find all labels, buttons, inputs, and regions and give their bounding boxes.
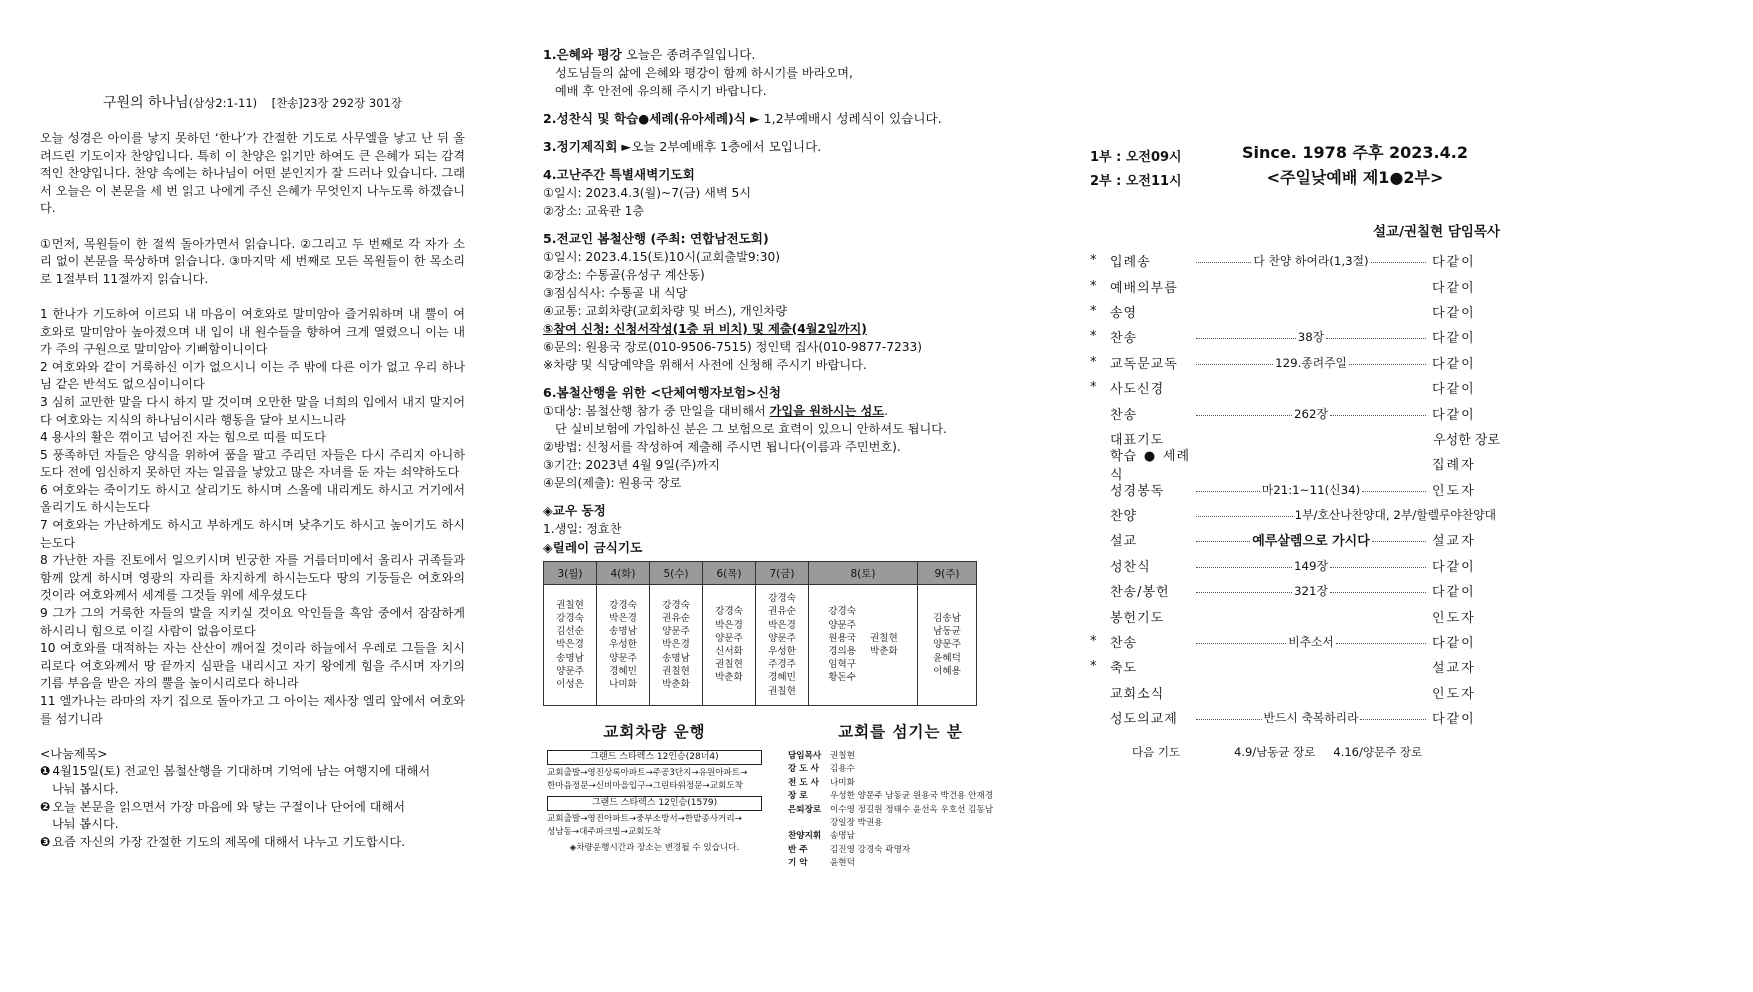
order-leader: 인도자 (1432, 483, 1476, 499)
order-item: 봉헌기도 (1110, 610, 1165, 626)
news-s5-apply: ⑤참여 신청: 신청서작성(1층 뒤 비치) 및 제출(4월2일까지) (543, 322, 867, 336)
bus-label: 그랜드 스타렉스 12인승(1579) (547, 796, 762, 811)
sharing-text-cont: 나눠 봅시다. (52, 817, 119, 832)
news-s5-contact: ⑥문의: 원용국 장로(010-9506-7515) 정인택 집사(010-9877-7233) (543, 340, 923, 354)
sermon-hymns: [찬송]23장 292장 301장 (271, 96, 402, 110)
order-detail (1194, 692, 1428, 693)
order-row (1090, 578, 1500, 603)
sharing-number: ❷ (40, 799, 51, 814)
relay-header-row (544, 562, 977, 585)
verse-line: 1 한나가 기도하여 이르되 내 마음이 여호와로 말미암아 즐거워하며 내 뿔이 여호와로 말미암아 높아졌으며 내 입이 내 원수들을 향하여 크게 열렸으니 이는 내가 주의 구원으로 말미암아 기뻐함이니이다 (40, 306, 465, 357)
sharing-title: <나눔제목> (40, 746, 108, 761)
order-item: 사도신경 (1110, 382, 1165, 398)
news-s5-note: ※차량 및 식당예약을 위해서 사전에 신청해 주시기 바랍니다. (543, 358, 867, 372)
order-detail (1194, 666, 1428, 667)
dot-leader (1196, 364, 1273, 365)
order-detail-text: 149장 (1294, 558, 1328, 573)
order-row (1090, 705, 1500, 730)
order-detail (1194, 530, 1428, 549)
order-leader: 집례자 (1432, 458, 1476, 474)
dot-leader (1330, 592, 1426, 593)
relay-names: 권칠현 강경숙 김선순 박은경 송명남 양문주 이성은 (556, 599, 584, 690)
server-row (788, 857, 1013, 870)
relay-day-header: 7(금) (756, 562, 809, 585)
news-s5-line: ②장소: 수통골(유성구 계산동) (543, 268, 705, 282)
dot-leader (1336, 643, 1426, 644)
order-leader: 우성한 장로 (1433, 432, 1500, 448)
order-detail (1194, 557, 1428, 574)
dot-leader (1196, 491, 1260, 492)
relay-names: 강경숙 권유순 박은경 양문주 우성한 주경주 경혜민 권칠현 (768, 593, 796, 697)
order-row (1090, 502, 1500, 527)
order-detail (1194, 616, 1428, 617)
bus-route: 교회출발→영진아파트→중부소방서→한밭종사거리→ (547, 814, 742, 824)
news-s6-line: ④문의(제출): 원용국 장로 (543, 476, 682, 490)
server-row (788, 777, 1013, 790)
order-star: * (1090, 354, 1097, 370)
order-detail (1194, 311, 1428, 312)
server-row (788, 830, 1013, 843)
news-section-1 (543, 45, 1013, 100)
order-detail (1194, 328, 1428, 345)
relay-day-header: 3(월) (544, 562, 597, 585)
order-detail-text: 비추소서 (1288, 635, 1334, 650)
order-leader: 다같이 (1432, 712, 1476, 728)
order-item: 대표기도 (1110, 432, 1165, 448)
order-detail-text: 262장 (1294, 406, 1328, 421)
order-detail-text: 129.종려주일 (1275, 355, 1347, 370)
service-date: Since. 1978 주후 2023.4.2 (1242, 143, 1468, 162)
server-role: 장 로 (788, 791, 808, 802)
news-section-4 (543, 165, 1013, 220)
news-s4-line: ①일시: 2023.4.3(월)~7(금) 새벽 5시 (543, 186, 752, 200)
dot-leader (1196, 541, 1250, 542)
server-role: 기 악 (788, 858, 808, 869)
server-row (788, 790, 1013, 803)
order-row (1090, 477, 1500, 502)
order-star: * (1090, 329, 1097, 345)
sermon-intro: 오늘 성경은 아이를 낳지 못하던 ‘한나’가 간절한 기도로 사무엘을 낳고 난 뒤 올려드린 기도이자 찬양입니다. 특히 이 찬양은 읽기만 하여도 큰 은혜가 되는 감격적인 찬양입니다. 찬양 속에는 하나님이 어떤 분인지가 잘 드러나 있습니다. 그래서 오늘은 이 본문을 세 번 읽고 나에게 주신 은혜가 무엇인지 나누도록 하겠습니다. (40, 131, 465, 216)
news-s6-line: ③기간: 2023년 4월 9일(주)까지 (543, 458, 720, 472)
order-detail (1194, 387, 1428, 388)
vehicle-note: ◈차량운행시간과 장소는 변경될 수 있습니다. (569, 843, 740, 853)
order-item: 성찬식 (1110, 559, 1151, 575)
relay-names: 강경숙 박은경 양문주 신서화 권칠현 박춘화 (715, 606, 743, 684)
server-row (788, 763, 1013, 776)
order-detail-text: 38장 (1297, 330, 1325, 345)
server-role: 은퇴장로 (788, 804, 822, 815)
dot-leader (1330, 567, 1426, 568)
member-news-line: 1.생일: 정효찬 (543, 522, 622, 536)
news-s4-title: 4.고난주간 특별새벽기도회 (543, 167, 695, 182)
order-detail-text: 마21:1~11(신34) (1261, 482, 1361, 497)
relay-cell (918, 585, 977, 706)
news-s1-title: 1.은혜와 평강 (543, 47, 622, 62)
relay-names-row (544, 585, 977, 706)
order-row (1090, 680, 1500, 705)
relay-prayer-table (543, 561, 977, 706)
sermon-method: ①먼저, 목원들이 한 절씩 돌아가면서 읽습니다. ②그리고 두 번째로 각 자가 소리 없이 본문을 묵상하며 읽습니다. ③마지막 세 번째로 모든 목원들이 한 목소리로 1절부터 11절까지 읽습니다. (40, 236, 465, 286)
news-s1-line: 예배 후 안전에 유의해 주시기 바랍니다. (555, 84, 767, 98)
dot-leader (1196, 338, 1296, 339)
news-s1-rest: 오늘은 종려주일입니다. (621, 47, 756, 62)
servers-box (788, 720, 1013, 871)
news-s6-l1a: ①대상: 봄철산행 참가 중 만일을 대비해서 (543, 404, 770, 418)
bus-label: 그랜드 스타렉스 12인승(28너4) (547, 750, 762, 765)
order-detail (1194, 252, 1428, 269)
verse-list (40, 306, 465, 728)
sharing-number: ❶ (40, 764, 51, 779)
order-row (1090, 324, 1500, 349)
server-role: 찬양지휘 (788, 831, 822, 842)
preacher-line: 설교/권칠현 담임목사 (1373, 224, 1500, 240)
dot-leader (1196, 592, 1292, 593)
news-s5-line: ④교통: 교회차량(교회차량 및 버스), 개인차량 (543, 304, 788, 318)
order-leader: 다같이 (1432, 255, 1476, 271)
bus-route: 한마음정문→신비마을입구→그린타워정문→교회도착 (547, 781, 743, 791)
order-row (1090, 248, 1500, 273)
dot-leader (1196, 643, 1286, 644)
worship-order (1090, 248, 1500, 730)
verse-line: 10 여호와를 대적하는 자는 산산이 깨어질 것이라 하늘에서 우레로 그들을 치시리로다 여호와께서 땅 끝까지 심판을 내리시고 자기 왕에게 힘을 주시며 자기의 기름 부음을 받은 자의 뿔을 높이시리로다 하니라 (40, 641, 465, 691)
sharing-number: ❸ (40, 834, 51, 849)
order-row (1090, 527, 1500, 552)
order-leader: 설교자 (1432, 661, 1476, 677)
server-row (788, 817, 1013, 830)
next-prayer-item: 4.9/남동균 장로 (1234, 745, 1316, 760)
news-s4-line: ②장소: 교육관 1층 (543, 204, 645, 218)
service-time: 2부 : 오전11시 (1090, 174, 1182, 189)
dot-leader (1371, 262, 1426, 263)
order-detail (1194, 463, 1428, 464)
sharing-text: 오늘 본문을 읽으면서 가장 마음에 와 닿는 구절이나 단어에 대해서 (52, 799, 406, 814)
news-s6-title: 6.봄철산행을 위한 <단체여행자보험>신청 (543, 385, 782, 400)
relay-prayer-title: ◈릴레이 금식기도 (543, 540, 643, 555)
sharing-text-cont: 나눠 봅시다. (52, 781, 119, 796)
service-times (1090, 146, 1182, 194)
sermon-column (40, 92, 465, 851)
server-names: 송명남 (830, 831, 855, 842)
order-item: 축도 (1110, 661, 1138, 677)
order-detail (1194, 582, 1428, 599)
next-prayer-item: 4.16/양문주 장로 (1333, 745, 1423, 760)
order-leader: 다같이 (1432, 407, 1476, 423)
order-detail-text: 1부/호산나찬양대, 2부/할렐루야찬양대 (1294, 508, 1496, 523)
verse-line: 5 풍족하던 자들은 양식을 위하여 품을 팔고 주리던 자들은 다시 주리지 아니하도다 전에 임신하지 못하던 자는 일곱을 낳았고 많은 자녀를 둔 자는 쇠약하도다 (40, 447, 465, 480)
news-s1-line: 성도님들의 삶에 은혜와 평강이 함께 하시기를 바라오며, (555, 66, 853, 80)
order-row (1090, 448, 1500, 483)
order-detail (1194, 709, 1428, 726)
server-names: 윤현덕 (830, 858, 855, 869)
relay-day-header: 8(토) (809, 562, 918, 585)
dot-leader (1362, 491, 1426, 492)
order-item: 설교 (1110, 534, 1138, 550)
verse-line: 9 그가 그의 거룩한 자들의 발을 지키실 것이요 악인들을 흑암 중에서 잠잠하게 하시리니 힘으로 이길 사람이 없음이로다 (40, 606, 465, 638)
verse-line: 4 용사의 활은 꺾이고 넘어진 자는 힘으로 띠를 띠도다 (40, 430, 326, 445)
order-row (1090, 273, 1500, 298)
relay-names: 강경숙 권유순 양문주 박은경 송명남 권칠현 박춘화 (662, 599, 690, 690)
bus-route: 교회출발→영진상록아파트→주공3단지→유원아파트→ (547, 768, 748, 778)
order-leader: 다같이 (1432, 280, 1476, 296)
dot-leader (1360, 719, 1426, 720)
order-leader: 다같이 (1432, 382, 1476, 398)
news-s6-l1b: 가입을 원하시는 성도 (769, 404, 885, 418)
dot-leader (1196, 415, 1292, 416)
order-detail-text: 예루살렘으로 가시다 (1252, 534, 1370, 550)
order-star: * (1090, 253, 1097, 269)
news-s5-title: 5.전교인 봄철산행 (주최: 연합남전도회) (543, 231, 769, 246)
news-section-6 (543, 383, 1013, 492)
sharing-text: 요즘 자신의 가장 간절한 기도의 제목에 대해서 나누고 기도합시다. (52, 834, 406, 849)
order-star: * (1090, 278, 1097, 294)
next-prayer (1090, 744, 1500, 760)
order-row (1090, 603, 1500, 628)
relay-day-header: 9(주) (918, 562, 977, 585)
vehicle-title: 교회차량 운행 (603, 723, 706, 741)
order-item: 찬송 (1110, 331, 1138, 347)
order-detail (1194, 506, 1496, 523)
order-detail (1194, 633, 1428, 650)
dot-leader (1196, 719, 1262, 720)
order-star: * (1090, 659, 1097, 675)
server-names: 우성한 양문주 남동균 원용국 박건용 안재경 (830, 791, 994, 802)
order-item: 찬송/봉헌 (1110, 585, 1170, 601)
order-detail (1194, 438, 1424, 439)
dot-leader (1330, 415, 1426, 416)
bottom-boxes (543, 720, 1013, 870)
server-role: 전 도 사 (788, 777, 819, 788)
sharing-list (40, 763, 465, 851)
sharing-text: 4월15일(토) 전교인 봄철산행을 기대하며 기억에 남는 여행지에 대해서 (52, 764, 431, 779)
vehicle-box (547, 720, 762, 855)
order-detail (1194, 405, 1428, 422)
order-item: 교독문교독 (1110, 356, 1178, 372)
server-names: 김용수 (830, 764, 855, 775)
sermon-title-text: 구원의 하나님 (103, 95, 189, 111)
order-item: 교회소식 (1110, 686, 1165, 702)
next-prayer-label: 다음 기도 (1132, 745, 1181, 760)
worship-column (1090, 140, 1500, 760)
relay-cell (809, 585, 918, 706)
dot-leader (1349, 364, 1426, 365)
server-names: 나미화 (830, 777, 855, 788)
order-item: 학습●세례식 (1110, 448, 1190, 483)
news-section-3 (543, 137, 1013, 156)
relay-cell (756, 585, 809, 706)
server-names: 이수영 정길원 정태수 윤선옥 우호선 김동남 (830, 804, 994, 815)
service-title-block (1235, 140, 1475, 190)
service-time: 1부 : 오전09시 (1090, 150, 1182, 165)
server-row (788, 844, 1013, 857)
bus-route: 성남동→대주파크빌→교회도착 (547, 827, 662, 837)
relay-names: 김송남 남동균 양문주 윤혜덕 이혜용 (933, 612, 961, 677)
news-section-2 (543, 109, 1013, 128)
verse-line: 6 여호와는 죽이기도 하시고 살리기도 하시며 스올에 내리게도 하시고 거기에서 올리기도 하시는도다 (40, 482, 465, 515)
server-names: 김진영 강경숙 곽명자 (830, 844, 911, 855)
order-row (1090, 299, 1500, 324)
sharing-item (40, 799, 465, 817)
order-row (1090, 400, 1500, 425)
order-row (1090, 375, 1500, 400)
service-header (1090, 140, 1500, 210)
verse-line: 11 엘가나는 라마의 자기 집으로 돌아가고 그 아이는 제사장 엘리 앞에서 여호와를 섬기니라 (40, 694, 465, 726)
order-detail (1194, 354, 1428, 371)
order-item: 찬송 (1110, 636, 1138, 652)
news-s2-title: 2.성찬식 및 학습●세례(유아세례)식 (543, 111, 746, 126)
news-s6-l1c: . (884, 404, 888, 418)
server-row (788, 804, 1013, 817)
news-section-5 (543, 229, 1013, 374)
news-s6-line: 단 실비보험에 가입하신 분은 그 보험으로 효력이 있으니 안하셔도 됩니다. (555, 422, 947, 436)
server-role (788, 817, 830, 830)
dot-leader (1196, 516, 1293, 517)
order-leader: 다같이 (1432, 585, 1476, 601)
server-role: 담임목사 (788, 751, 822, 761)
order-star: * (1090, 634, 1097, 650)
order-item: 송영 (1110, 305, 1138, 321)
order-detail-text: 321장 (1294, 584, 1328, 599)
server-names: 강일장 박권용 (830, 818, 883, 829)
news-s5-line: ①일시: 2023.4.15(토)10시(교회출발9:30) (543, 250, 781, 264)
service-title: <주일낮예배 제1●2부> (1266, 168, 1444, 187)
relay-names: 강경숙 박은경 송명남 우성한 양문주 경혜민 나미화 (609, 599, 637, 690)
dot-leader (1372, 541, 1426, 542)
verse-line: 2 여호와와 같이 거룩하신 이가 없으시니 이는 주 밖에 다른 이가 없고 우리 하나님 같은 반석도 없으심이니이다 (40, 359, 465, 392)
news-s3-rest: ►오늘 2부예배후 1층에서 모입니다. (617, 139, 822, 154)
order-leader: 인도자 (1432, 610, 1476, 626)
relay-cell (544, 585, 597, 706)
server-row (788, 750, 1013, 763)
order-item: 성경봉독 (1110, 483, 1165, 499)
order-item: 입례송 (1110, 255, 1151, 271)
member-news-title: ◈교우 동정 (543, 503, 606, 518)
order-row (1090, 553, 1500, 578)
order-detail (1194, 286, 1428, 287)
sharing-item (40, 763, 465, 781)
order-leader: 다같이 (1432, 305, 1476, 321)
news-s3-title: 3.정기제직회 (543, 139, 618, 154)
order-leader: 설교자 (1432, 534, 1476, 550)
order-detail-text: 반드시 축복하리라 (1263, 711, 1359, 726)
order-star: * (1090, 303, 1097, 319)
order-item: 찬양 (1110, 509, 1138, 525)
verse-line: 8 가난한 자를 진토에서 일으키시며 빈궁한 자를 거름더미에서 올리사 귀족들과 함께 앉게 하시며 영광의 자리를 차지하게 하시는도다 땅의 기둥들은 여호와의 것이라 여호와께서 세계를 그것들 위에 세우셨도다 (40, 553, 465, 603)
dot-leader (1196, 567, 1292, 568)
order-detail-text: 다 찬양 하여라(1,3절) (1253, 254, 1369, 269)
order-item: 성도의교제 (1110, 712, 1178, 728)
news-s2-rest: ► 1,2부예배시 성례식이 있습니다. (745, 111, 942, 126)
relay-names: 강경숙 양문주 원용국 경의용 임혁구 황돈수 (828, 606, 856, 684)
server-names: 권칠현 (830, 751, 855, 761)
sharing-item (40, 834, 465, 852)
servers-list (788, 750, 1013, 871)
order-item: 예배의부름 (1110, 280, 1178, 296)
verse-line: 3 심히 교만한 말을 다시 하지 말 것이며 오만한 말을 너희의 입에서 내지 말지어다 여호와는 지식의 하나님이시라 행동을 달아 보시느니라 (40, 394, 465, 427)
order-item: 찬송 (1110, 407, 1138, 423)
order-leader: 다같이 (1432, 636, 1476, 652)
order-row (1090, 350, 1500, 375)
relay-cell (650, 585, 703, 706)
order-leader: 다같이 (1432, 331, 1476, 347)
news-s6-line: ②방법: 신청서를 작성하여 제출해 주시면 됩니다(이름과 주민번호). (543, 440, 901, 454)
order-leader: 다같이 (1432, 356, 1476, 372)
order-star: * (1090, 380, 1097, 396)
sermon-reference: (삼상2:1-11) (188, 96, 258, 110)
relay-cell (703, 585, 756, 706)
order-leader: 인도자 (1432, 686, 1476, 702)
relay-cell (597, 585, 650, 706)
dot-leader (1326, 338, 1426, 339)
server-role: 강 도 사 (788, 764, 819, 775)
relay-day-header: 6(목) (703, 562, 756, 585)
news-column (543, 45, 1013, 870)
sermon-title (40, 92, 465, 112)
order-row (1090, 654, 1500, 679)
order-leader: 다같이 (1432, 559, 1476, 575)
relay-day-header: 5(수) (650, 562, 703, 585)
server-role: 반 주 (788, 844, 808, 855)
order-row (1090, 629, 1500, 654)
servers-title: 교회를 섬기는 분 (838, 723, 963, 741)
relay-names: 권칠현 박춘화 (870, 632, 898, 657)
dot-leader (1196, 262, 1251, 263)
verse-line: 7 여호와는 가난하게도 하시고 부하게도 하시며 낮추기도 하시고 높이기도 하시는도다 (40, 518, 465, 550)
news-s5-line: ③점심식사: 수통골 내 식당 (543, 286, 688, 300)
order-detail (1194, 481, 1428, 498)
relay-day-header: 4(화) (597, 562, 650, 585)
